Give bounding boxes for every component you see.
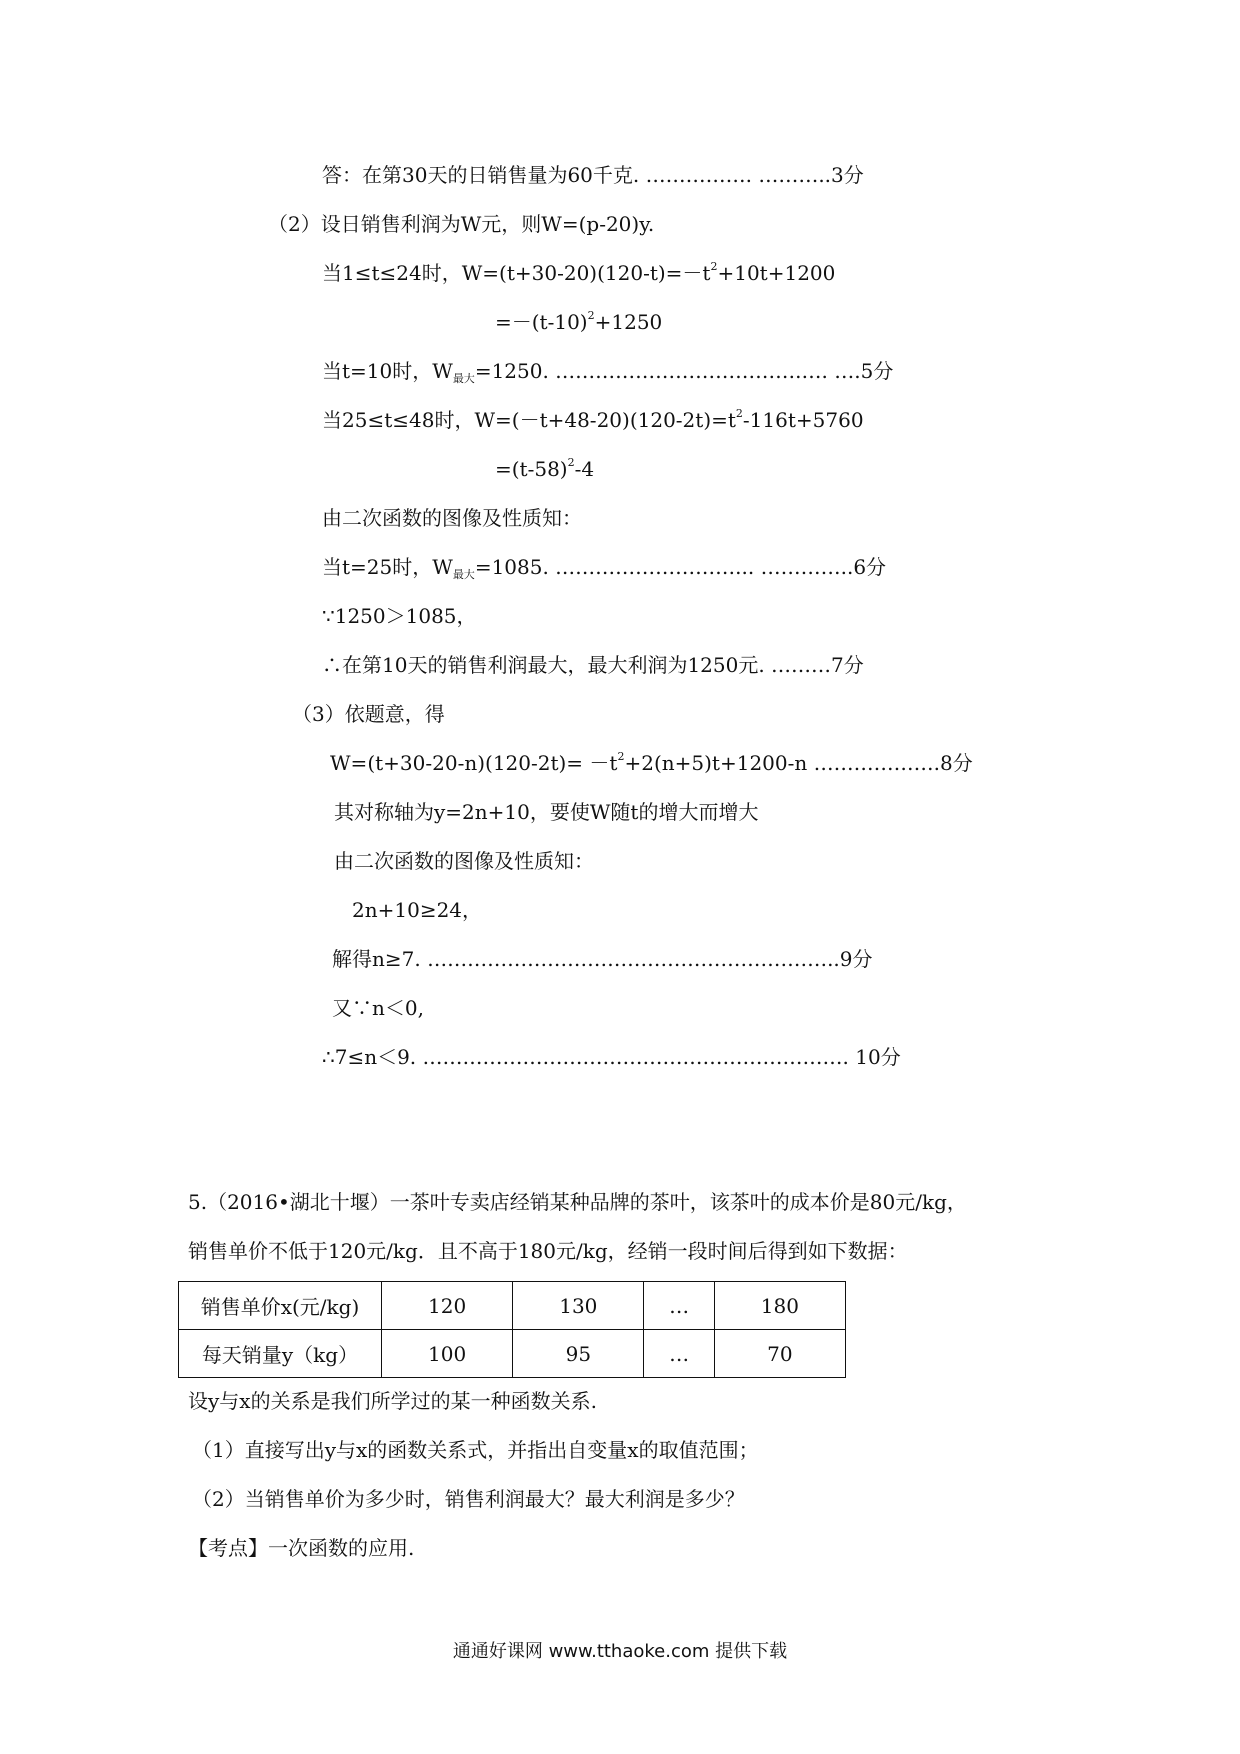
question-2: （2）当销售单价为多少时，销售利润最大？最大利润是多少？ xyxy=(192,1487,745,1511)
table-cell: … xyxy=(644,1282,714,1330)
table-row xyxy=(179,1330,846,1378)
max-at-25: 当t=25时，$W_{最大}=1085$. ………………………... …………..6分 xyxy=(322,555,887,581)
quadratic-property: 由二次函数的图像及性质知： xyxy=(322,506,582,530)
part2-intro: （2）设日销售利润为W元，则W=(p-20)y. xyxy=(268,212,655,236)
table-cell: 130 xyxy=(513,1282,644,1330)
inequality: 2n+10≥24， xyxy=(352,898,483,922)
formula-case2: 当25≤t≤48时，$W=(-t+48-20)(120-2t)=t^2-116t+5760$ xyxy=(322,407,864,432)
final-range: ∴7≤n＜9. ………………………………………………………. 10分 xyxy=(322,1045,901,1069)
footer-source: 通通好课网 www.tthaoke.com 提供下载 xyxy=(452,1641,788,1662)
formula-part3: $W=(t+30-20-n)(120-2t)= -t^2+2(n+5)t+1200-n$ ……………….8分 xyxy=(330,750,973,775)
conclusion-part2: ∴在第10天的销售利润最大，最大利润为1250元. ………7分 xyxy=(322,653,864,677)
problem5-statement-2: 销售单价不低于120元/kg．且不高于180元/kg，经销一段时间后得到如下数据： xyxy=(188,1239,908,1263)
answer-line: 答：在第30天的日销售量为60千克. ……………. ………..3分 xyxy=(322,163,864,187)
table-cell: 120 xyxy=(382,1282,513,1330)
table-cell: 100 xyxy=(382,1330,513,1378)
table-cell: 70 xyxy=(714,1330,845,1378)
data-table xyxy=(178,1281,846,1378)
formula-case2-vertex: $=(t-58)^2-4$ xyxy=(495,456,595,481)
max-at-10: 当t=10时，$W_{最大}=1250$. ……………………………….…. ….5分 xyxy=(322,359,894,385)
table-cell: 180 xyxy=(714,1282,845,1330)
table-header-price: 销售单价x(元/kg) xyxy=(179,1282,382,1330)
relation-assumption: 设y与x的关系是我们所学过的某一种函数关系. xyxy=(188,1389,597,1413)
question-1: （1）直接写出y与x的函数关系式，并指出自变量x的取值范围； xyxy=(192,1438,759,1462)
n-constraint: 又∵n＜0, xyxy=(332,996,424,1020)
axis-of-symmetry: 其对称轴为y=2n+10，要使W随t的增大而增大 xyxy=(334,800,759,824)
comparison: ∵1250＞1085， xyxy=(322,604,477,628)
knowledge-point: 【考点】一次函数的应用. xyxy=(188,1536,415,1560)
formula-case1-vertex: $=-(t-10)^2+1250$ xyxy=(495,309,663,334)
table-cell: 95 xyxy=(513,1330,644,1378)
part3-intro: （3）依题意，得 xyxy=(292,702,445,726)
quadratic-property-2: 由二次函数的图像及性质知： xyxy=(334,849,594,873)
solve-n: 解得n≥7. ……………………………………………………..9分 xyxy=(332,947,873,971)
problem5-statement: 5.（2016•湖北十堰）一茶叶专卖店经销某种品牌的茶叶，该茶叶的成本价是80元/kg， xyxy=(188,1190,967,1214)
table-row xyxy=(179,1282,846,1330)
table-cell: … xyxy=(644,1330,714,1378)
table-header-volume: 每天销量y（kg） xyxy=(179,1330,382,1378)
formula-case1: 当1≤t≤24时，$W=(t+30-20)(120-t)=-t^2+10t+1200$ xyxy=(322,260,836,285)
